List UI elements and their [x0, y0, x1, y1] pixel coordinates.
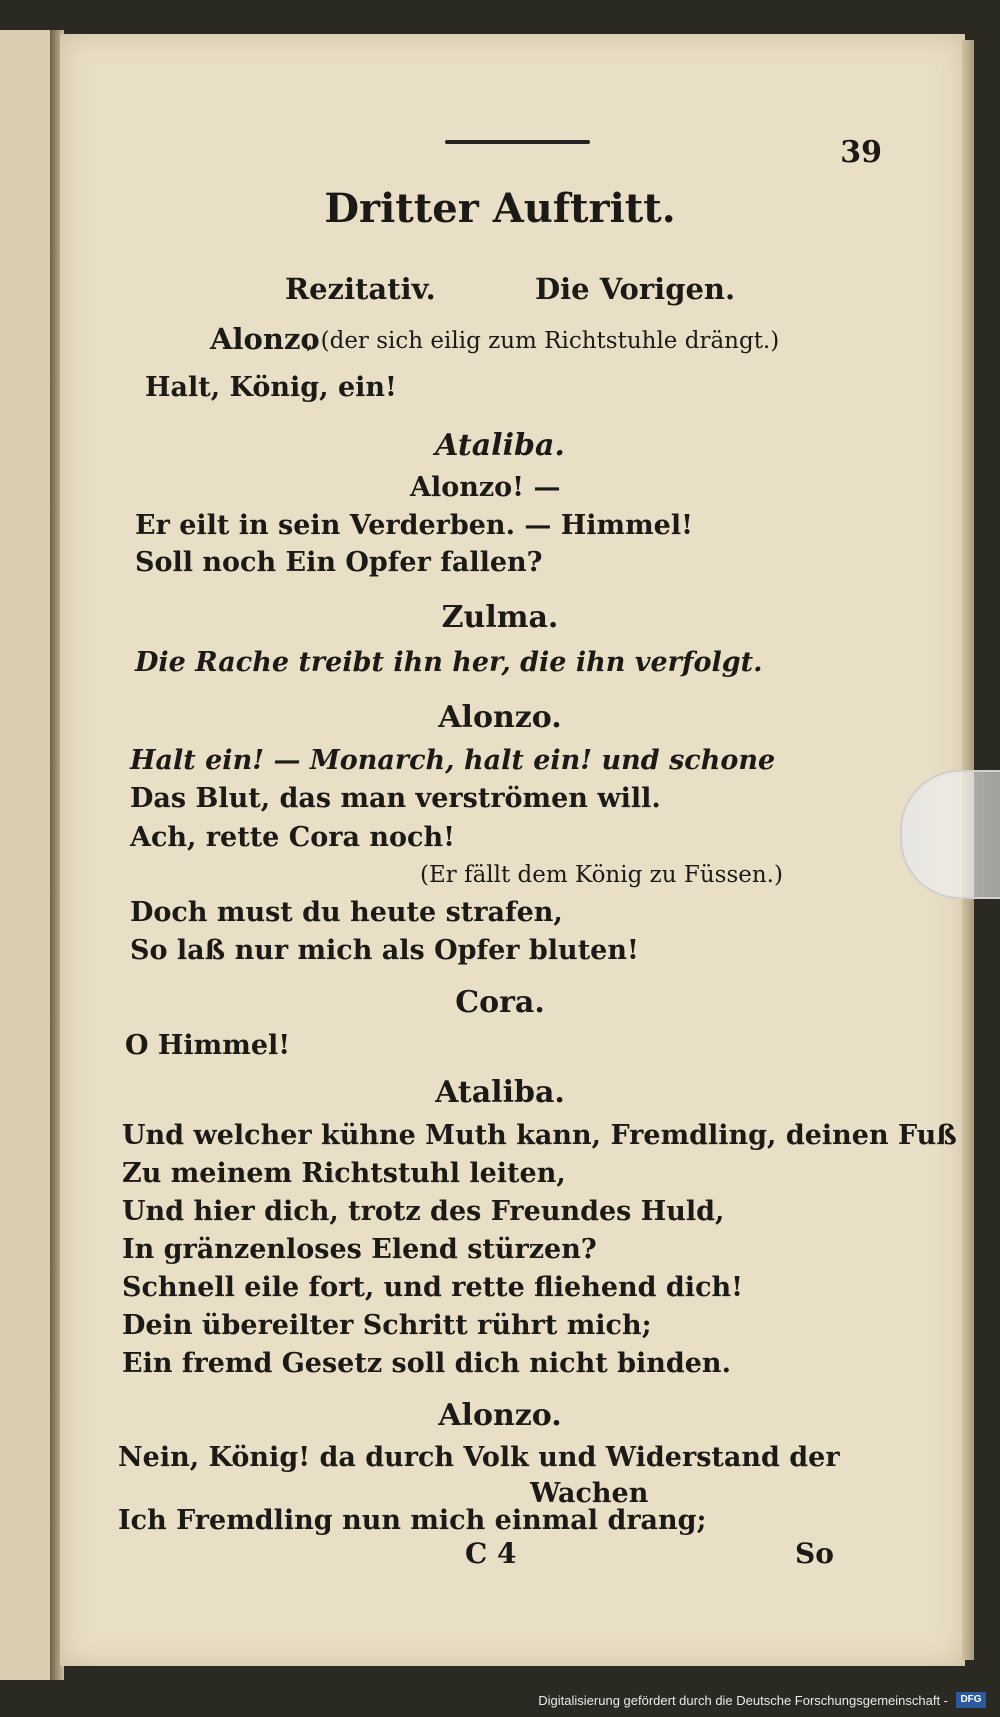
verse-line: Soll noch Ein Opfer fallen? [135, 547, 543, 578]
signature-mark: C 4 [465, 1537, 517, 1570]
verse-line: So laß nur mich als Opfer bluten! [130, 935, 639, 966]
stage-direction: , (der sich eilig zum Richtstuhle drängt.) [306, 328, 780, 354]
verse-line: Dein übereilter Schritt rührt mich; [122, 1310, 652, 1341]
header-rule [445, 140, 590, 144]
speaker-alonzo: Alonzo. [438, 700, 562, 735]
catchword: So [795, 1537, 834, 1570]
digitization-credit: Digitalisierung gefördert durch die Deutsche Forschungsgemeinschaft - [538, 1693, 948, 1708]
stage-direction: (Er fällt dem König zu Füssen.) [420, 862, 783, 888]
subheading-left: Rezitativ. [285, 272, 436, 306]
page-clip [900, 770, 1000, 899]
verse-line-runover: Wachen [530, 1478, 649, 1509]
verse-line: Er eilt in sein Verderben. — Himmel! [135, 510, 693, 541]
verse-line: Zu meinem Richtstuhl leiten, [122, 1158, 566, 1189]
speaker-ataliba: Ataliba. [435, 428, 565, 463]
speaker-alonzo: Alonzo [210, 322, 320, 356]
speaker-ataliba: Ataliba. [435, 1075, 565, 1110]
verse-line: Ach, rette Cora noch! [130, 822, 455, 853]
scene-title: Dritter Auftritt. [324, 185, 676, 232]
verse-line: Doch must du heute strafen, [130, 897, 563, 928]
verse-line: Das Blut, das man verströmen will. [130, 783, 661, 814]
verse-line: Und hier dich, trotz des Freundes Huld, [122, 1196, 725, 1227]
verse-line: Ich Fremdling nun mich einmal drang; [118, 1505, 707, 1536]
subheading-right: Die Vorigen. [535, 272, 736, 306]
speaker-cora: Cora. [455, 985, 545, 1020]
speaker-alonzo: Alonzo. [438, 1398, 562, 1433]
verse-line: Und welcher kühne Muth kann, Fremdling, deinen Fuß [122, 1120, 957, 1151]
verse-line: O Himmel! [125, 1030, 291, 1061]
verse-line: Halt ein! — Monarch, halt ein! und schone [130, 745, 776, 776]
verse-line: Halt, König, ein! [145, 372, 397, 403]
verse-line: Ein fremd Gesetz soll dich nicht binden. [122, 1348, 731, 1379]
dfg-logo: DFG [956, 1692, 986, 1708]
page-number: 39 [840, 135, 882, 170]
verse-line: Schnell eile fort, und rette fliehend dich! [122, 1272, 743, 1303]
verse-line: Die Rache treibt ihn her, die ihn verfolgt. [135, 647, 763, 678]
speaker-zulma: Zulma. [441, 600, 559, 635]
verse-line: In gränzenloses Elend stürzen? [122, 1234, 597, 1265]
verse-line: Nein, König! da durch Volk und Widerstand der [118, 1442, 840, 1473]
verse-line: Alonzo! — [410, 472, 561, 503]
